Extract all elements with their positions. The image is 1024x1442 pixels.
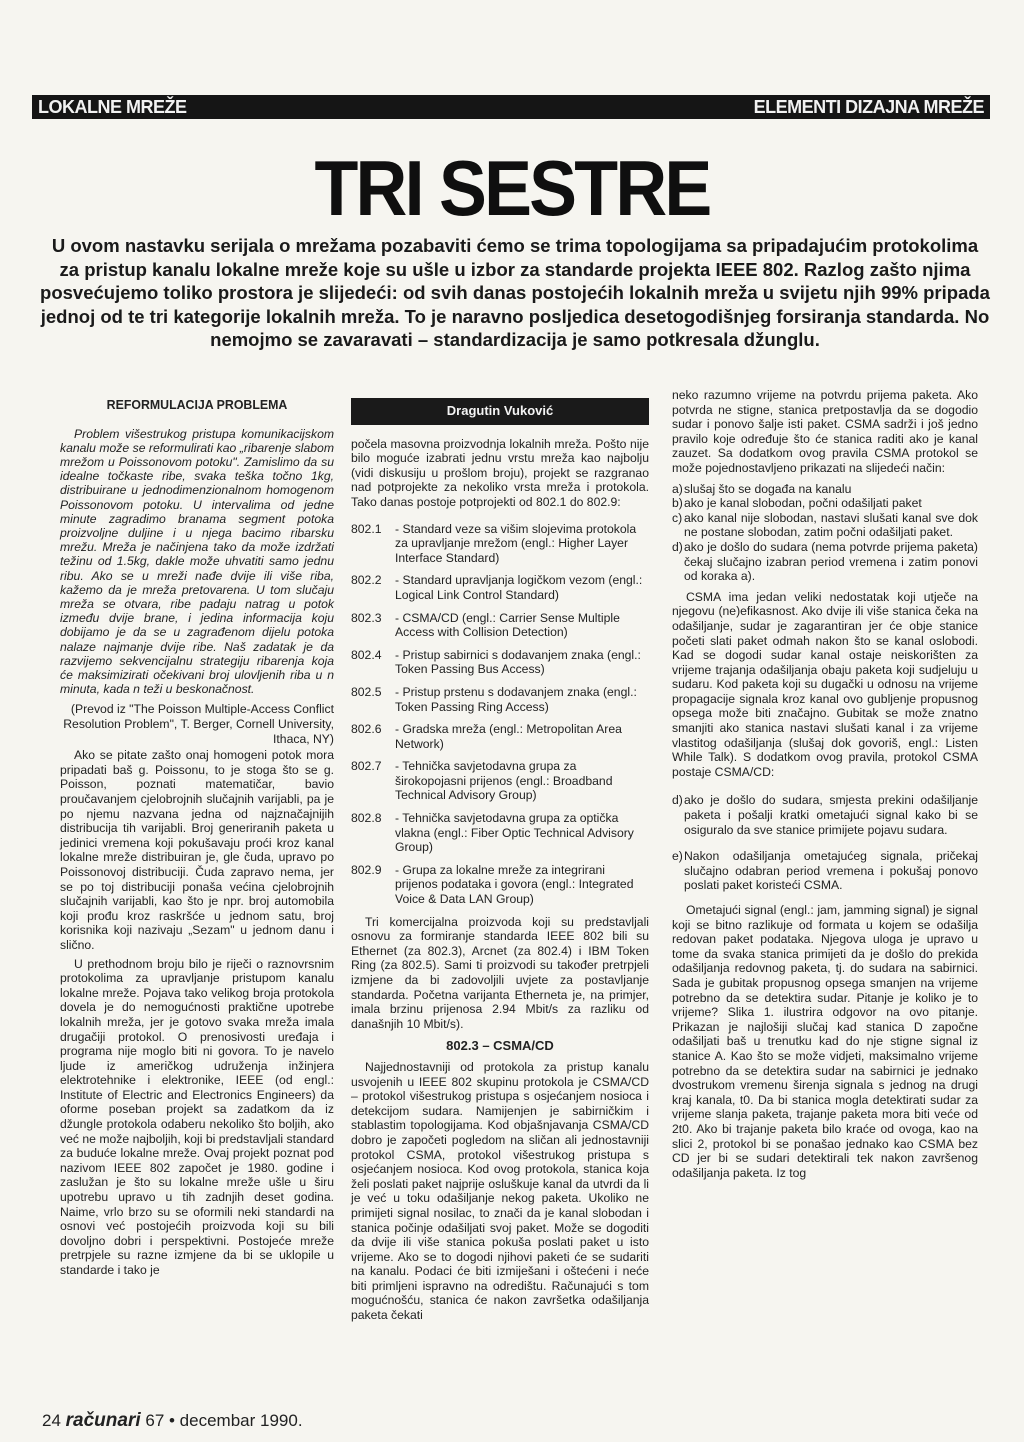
list-item bbox=[672, 849, 978, 893]
standard-number: 802.2 bbox=[351, 573, 382, 588]
list-item bbox=[351, 522, 649, 566]
section-banner bbox=[32, 95, 990, 119]
body-paragraph: neko razumno vrijeme na potvrdu prijema paketa. Ako potvrda ne stigne, stanica pretpostavlja da se dogodio sudar i ponovo šalje isti paket. CSMA sadrži i još jedno pravilo koje određuje što će stanica raditi ako je kanal zauzet. Sa dodatkom ovog pravila CSMA protokol se može pojednostavljeno prikazati na slijedeći način: bbox=[672, 388, 978, 475]
list-marker: d) bbox=[672, 539, 683, 554]
list-item bbox=[351, 722, 649, 751]
list-item bbox=[351, 863, 649, 907]
list-marker: e) bbox=[672, 849, 683, 864]
section-heading: REFORMULACIJA PROBLEMA bbox=[106, 397, 288, 412]
standard-number: 802.5 bbox=[351, 684, 382, 699]
list-marker: b) bbox=[672, 496, 683, 511]
article-title: TRI SESTRE bbox=[314, 144, 710, 232]
body-paragraph: Ako se pitate zašto onaj homogeni potok mora pripadati baš g. Poissonu, to je stoga što se g. Poisson, poznati matematičar, bavio proučavanjem cjelobrojnih slučajnih varijabli, pa je po njemu nazvana jedna od najznačajnijih distribucija tih varijabli. Broj generiranih paketa u jedinici vremena koji pokušavaju proći kroz kanal lokalne mreže distribuiran je, gle čuda, upravo po Poissonovoj distribuciji. Čuda zapravo nema, jer se po toj distribuciji ponaša većina cjelobrojnih slučajnih varijabli, kao što je npr. broj automobila koji prođu kroz raskršće u jednom satu, broj korisnika koji nazivaju „Sezam" u jednom danu i slično. bbox=[60, 748, 334, 952]
column-3 bbox=[672, 388, 978, 1180]
issue-info: 67 • decembar 1990. bbox=[145, 1411, 303, 1430]
standard-number: 802.8 bbox=[351, 811, 382, 826]
standard-text: - Grupa za lokalne mreže za integrirani prijenos podataka i govora (engl.: Integrated Voice & Data LAN Group) bbox=[395, 862, 634, 907]
column-1 bbox=[60, 398, 334, 1278]
list-item bbox=[351, 648, 649, 677]
standard-number: 802.4 bbox=[351, 647, 382, 662]
list-item bbox=[351, 811, 649, 855]
list-item bbox=[672, 793, 978, 837]
body-paragraph: počela masovna proizvodnja lokalnih mreža. Pošto nije bilo moguće izabrati jednu vrstu mreža kao najbolju (vidi diskusiju u prošlom broju), projekt se razgranao nad potprojekte za nekoliko vrsta mreža i protokola. Tako danas postoje potprojekti od 802.1 do 802.9: bbox=[351, 436, 649, 509]
list-text: ako kanal nije slobodan, nastavi slušati kanal sve dok ne postane slobodan, zatim počni odašiljati paket. bbox=[684, 510, 978, 540]
page-number: 24 bbox=[42, 1411, 61, 1430]
standard-number: 802.9 bbox=[351, 862, 382, 877]
list-text: Nakon odašiljanja ometajućeg signala, pričekaj slučajno odabran period vremena i pokušaj ponovo poslati paket koristeći CSMA. bbox=[684, 849, 978, 893]
list-marker: d) bbox=[672, 793, 683, 808]
csmacd-rules-list bbox=[672, 793, 978, 893]
list-item bbox=[672, 511, 978, 540]
standard-number: 802.7 bbox=[351, 759, 382, 774]
standard-text: - Gradska mreža (engl.: Metropolitan Area Network) bbox=[395, 722, 622, 751]
standard-text: - Pristup prstenu s dodavanjem znaka (engl.: Token Passing Ring Access) bbox=[395, 684, 637, 714]
standard-number: 802.1 bbox=[351, 521, 382, 536]
list-marker: c) bbox=[672, 510, 683, 525]
body-paragraph: U prethodnom broju bilo je riječi o raznovrsnim protokolima za upravljanje pristupom kanalu lokalne mreže. Pojava tako velikog broja protokola dovela je do nemogućnosti praktične upotrebe lokalnih mreža, jer je gotovo svaka mreža imala drugačiji protokol. O prenosivosti uređaja i programa nije moglo biti ni govora. To je navelo ljude iz američkog udruženja inžinjera elektrotehnike i elektronike, IEEE (od engl.: Institute of Electric and Electronics Engineers) da oforme poseban projekt sa zadatkom da iz džungle protokola odaberu nekoliko što boljih, ako već ne može najboljih, koji bi predstavljali standard za buduće lokalne mreže. Ovaj projekt poznat pod nazivom IEEE 802 započet je 1980. godine i zaslužan je što su lokalne mreže ušle u širu upotrebu upravo u tih zadnjih deset godina. Naime, vrlo brzo su se oformili neki standardi na osnovi već postojećih proizvoda koji su bili dovoljno dobri i perspektivni. Postojeće mreže pretrpjele su razne izmjene da bi se uklopile u standarde i tako je bbox=[60, 956, 334, 1278]
standard-number: 802.3 bbox=[351, 610, 382, 625]
magazine-name: računari bbox=[65, 1410, 141, 1431]
standard-text: - Tehnička savjetodavna grupa za širokopojasni prijenos (engl.: Broadband Technical Advisory Group) bbox=[395, 759, 613, 803]
list-marker: a) bbox=[672, 481, 683, 496]
list-text: ako je kanal slobodan, počni odašiljati paket bbox=[684, 496, 922, 511]
list-item bbox=[672, 496, 978, 511]
standard-text: - Standard upravljanja logičkom vezom (engl.: Logical Link Control Standard) bbox=[395, 573, 643, 602]
column-2 bbox=[351, 398, 649, 1323]
body-paragraph: CSMA ima jedan veliki nedostatak koji utječe na njegovu (ne)efikasnost. Ako dvije ili više stanica čeka na odašiljanje, sudar je zagarantiran jer će obje stanice početi slati paket odmah nakon što se kanal oslobodi. Kad se dogodi sudar kanal ostaje neiskorišten za vrijeme trajanja odašiljanja obaju paketa koji sudjeluju u sudaru. Kod paketa koji su dugački u odnosu na vrijeme propagacije signala kroz kanal ovo gubljenje propusnog opsega može biti značajno. Gubitak se može znatno smanjiti ako stanica nastavi slušati kanal i za vrijeme vlastitog odašiljanja (slušaj dok govoriš, engl.: Listen While Talk). S dodatkom ovog pravila, protokol CSMA postaje CSMA/CD: bbox=[672, 589, 978, 779]
body-paragraph: Tri komercijalna proizvoda koji su predstavljali osnovu za formiranje standarda IEEE 802 bili su Ethernet (za 802.3), Arcnet (za 802.4) i IBM Token Ring (za 802.5). Sami ti proizvodi su također pretrpjeli izmjene da bi zadovoljili uvjete za postavljanje standarda. Početna varijanta Etherneta je, na primjer, imala brzinu prijenosa 2.94 Mbit/s za razliku od današnjih 10 Mbit/s). bbox=[351, 914, 649, 1031]
standard-number: 802.6 bbox=[351, 722, 382, 737]
standard-text: - CSMA/CD (engl.: Carrier Sense Multiple Access with Collision Detection) bbox=[395, 610, 620, 640]
csma-rules-list bbox=[672, 482, 978, 584]
quote-paragraph: Problem višestrukog pristupa komunikacijskom kanalu može se reformulirati kao „ribarenje slabom mrežom u Poissonovom potoku". Zamislimo da su idealne točkaste ribe, svaka teška točno 1kg, distribuirane u jednodimenzionalnom homogenom Poissonovom potoku. U intervalima od jedne minute zagradimo branama segment potoka proizvoljne duljine i u njega bacimo ribarsku mrežu. Mreža je načinjena tako da može izdržati težinu od 1.5kg, dakle može uhvatiti samo jednu ribu. Ako se u mreži nađe dvije ili više riba, kažemo da je mreža pretovarena. U tom slučaju mreža se otvara, ribe padaju natrag u potok između dvije brane, i jedina informacija koju dobijamo je da se u zagrađenom dijelu potoka nalaze najmanje dvije ribe. Naš zadatak je da razvijemo sekvencijalnu strategiju ribarenja koja će maksimizirati očekivani broj ulovljenih riba u n minuta, kada n teži u beskonačnost. bbox=[60, 426, 334, 697]
section-label-right: ELEMENTI DIZAJNA MREŽE bbox=[753, 96, 984, 117]
standards-list bbox=[351, 522, 649, 907]
quote-citation: (Prevod iz "The Poisson Multiple-Access Conflict Resolution Problem", T. Berger, Cornell University, Ithaca, NY) bbox=[63, 702, 334, 746]
standard-text: - Pristup sabirnici s dodavanjem znaka (engl.: Token Passing Bus Access) bbox=[395, 647, 641, 677]
list-item bbox=[672, 540, 978, 584]
standard-text: - Standard veze sa višim slojevima protokola za upravljanje mrežom (engl.: Higher Layer Interface Standard) bbox=[395, 521, 637, 565]
article-lead bbox=[40, 234, 990, 352]
list-text: slušaj što se događa na kanalu bbox=[684, 481, 852, 496]
standard-text: - Tehnička savjetodavna grupa za optička vlakna (engl.: Fiber Optic Technical Advisory Group) bbox=[395, 811, 634, 855]
section-label-left: LOKALNE MREŽE bbox=[38, 96, 187, 117]
body-paragraph: Najjednostavniji od protokola za pristup kanalu usvojenih u IEEE 802 skupinu protokola je CSMA/CD – protokol višestrukog pristupa s osjećanjem nosioca i detekcijom sudara. Namijenjen je sabirničkim i stablastim topologijama. Kod objašnjavanja CSMA/CD dobro je započeti pogledom na sličan ali jednostavniji protokol CSMA, protokol višestrukog pristupa s osjećanjem nosioca. Kod ovog protokola, stanica koja želi poslati paket najprije osluškuje kanal da utvrdi da li je već u toku odašiljanje nekog paketa. Ukoliko ne primijeti signal nosilac, to znači da je kanal slobodan i stanica počinje odašiljati svoj paket. Može se dogoditi da dvije ili više stanica pokuša poslati paket u isto vrijeme. Ako se to dogodi njihovi paketi će se sudariti na kanalu. Podaci će biti izmiješani i oštećeni i neće biti primljeni ispravno na odredištu. Računajući s tom mogućnošću, stanica će nakon završetka odašiljanja paketa čekati bbox=[351, 1059, 649, 1323]
section-subheading: 802.3 – CSMA/CD bbox=[446, 1038, 554, 1054]
lead-paragraph: U ovom nastavku serijala o mrežama pozabaviti ćemo se trima topologijama sa pripadajućim protokolima za pristup kanalu lokalne mreže koje su ušle u izbor za standarde projekta IEEE 802. Razlog zašto njima posvećujemo toliko prostora je slijedeći: od svih danas postojećih lokalnih mreža u svijetu njih 99% pripada jednoj od te tri kategorije lokalnih mreža. To je naravno posljedica desetogodišnjeg forsiranja standarda. No nemojmo se zavaravati – standardizacija je samo potkresala džunglu. bbox=[40, 235, 990, 350]
list-item bbox=[351, 611, 649, 640]
list-item bbox=[351, 685, 649, 714]
author-byline: Dragutin Vuković bbox=[351, 398, 649, 425]
list-item bbox=[351, 573, 649, 602]
list-text: ako je došlo do sudara, smjesta prekini odašiljanje paketa i pošalji kratki ometajući signal kako bi se osiguralo da sve stanice primijete pojavu sudara. bbox=[684, 793, 978, 837]
list-item bbox=[351, 759, 649, 803]
body-paragraph: Ometajući signal (engl.: jam, jamming signal) je signal koji se bitno razlikuje od formata u kojem se odašilja redovan paket podataka. Njegova uloga je upravo u tome da svaka stanica primijeti da je došlo do prekida odašiljanja redovnog paketa, tj. do sudara na sabirnici. Sada je gubitak propusnog opsega smanjen na vrijeme potrebno da se detektira sudar. Pitanje je koliko je to vrijeme? Slika 1. ilustrira odgovor na ovo pitanje. Prikazan je najlošiji slučaj kad stanica D započne odašiljati baš u trenutku kad do nje stigne signal iz stanice A. Kao što se može vidjeti, maksimalno vrijeme potrebno da se detektira sudar na sabirnici je jednako dvostrukom vremenu širenja signala s jednog na drugi kraj kanala, t0. Da bi stanica mogla detektirati sudar za vrijeme slanja paketa, trajanje paketa mora biti veće od 2t0. Ako bi trajanje paketa bilo kraće od ovoga, kao na slici 2, protokol bi se ponašao jednako kao CSMA bez CD jer bi se sudari detektirali tek nakon završenog odašiljanja paketa. Iz tog bbox=[672, 903, 978, 1180]
list-text: ako je došlo do sudara (nema potvrde prijema paketa) čekaj slučajno izabran period vremena i zatim ponovi od koraka a). bbox=[684, 539, 978, 584]
list-item bbox=[672, 482, 978, 497]
page-footer bbox=[42, 1410, 303, 1432]
